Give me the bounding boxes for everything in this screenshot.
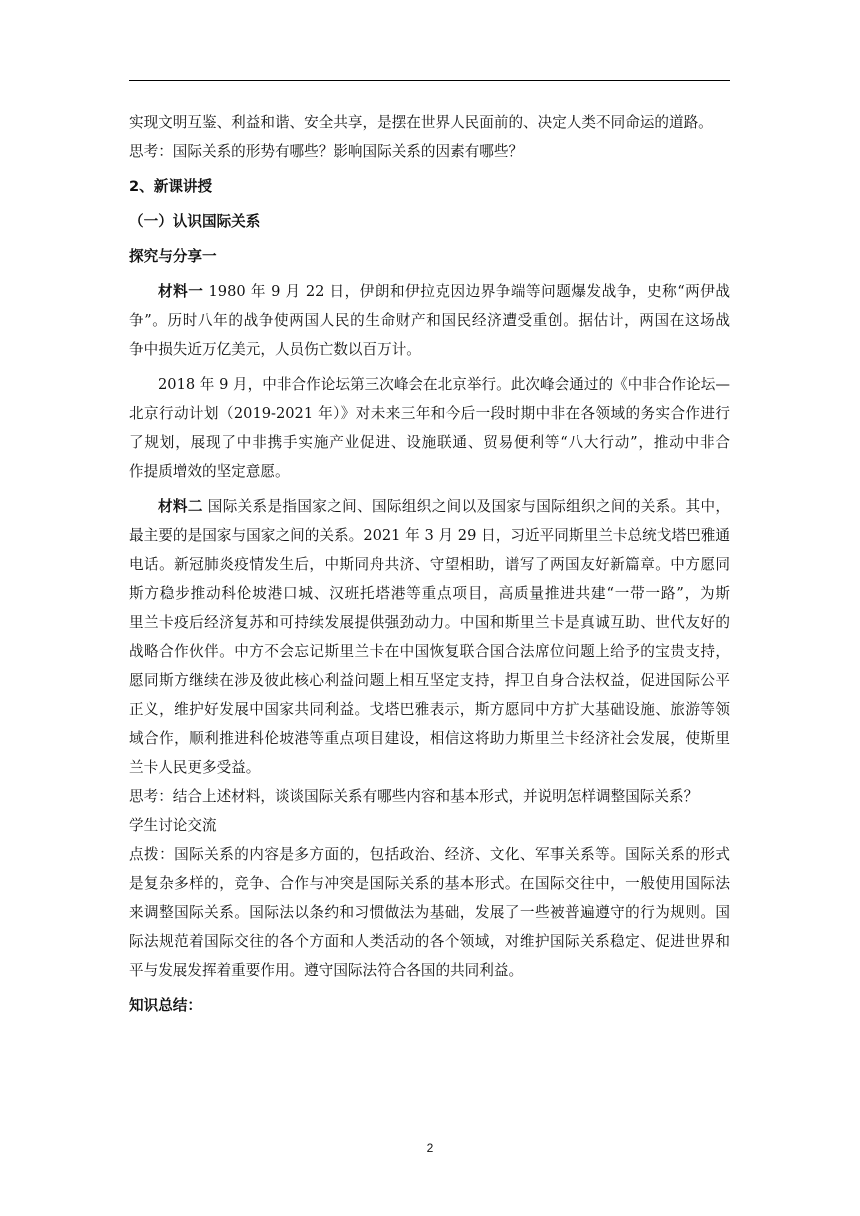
section-heading: 2、新课讲授: [129, 178, 213, 195]
intro-line: 实现文明互鉴、利益和谐、安全共享，是摆在世界人民面前的、决定人类不同命运的道路。: [129, 114, 713, 131]
guidance-paragraph: [129, 840, 730, 985]
material-two-text-line: 电话。新冠肺炎疫情发生后，中斯同舟共济、守望相助，谱写了两国友好新篇章。中方愿同: [129, 556, 730, 573]
material-two-text-line: 斯方稳步推动科伦坡港口城、汉班托塔港等重点项目，高质量推进共建“一带一路”，为斯: [129, 585, 730, 602]
document-body: [129, 108, 730, 1020]
material-one-text-line: 1980 年 9 月 22 日，伊朗和伊拉克因边界争端等问题爆发战争，史称“两伊战: [203, 283, 730, 300]
summary-heading: 知识总结：: [129, 997, 202, 1014]
material-two-text-line: 愿同斯方继续在涉及彼此核心利益问题上相互坚定支持，捍卫自身合法权益，促进国际公平: [129, 672, 730, 689]
guidance-text-line: 是复杂多样的，竞争、合作与冲突是国际关系的基本形式。在国际交往中，一般使用国际法: [129, 875, 730, 892]
material-two-text-line: 正义，维护好发展中国家共同利益。戈塔巴雅表示，斯方愿同中方扩大基础设施、旅游等领: [129, 701, 730, 718]
header-rule: [129, 80, 730, 81]
material-one-paragraph: [129, 277, 730, 364]
material-two-label: 材料二: [158, 498, 203, 515]
explore-heading: 探究与分享一: [129, 248, 217, 265]
forum-text-line: 2018 年 9 月，中非合作论坛第三次峰会在北京举行。此次峰会通过的《中非合作论坛—: [158, 376, 730, 393]
material-one-label: 材料一: [158, 283, 204, 300]
guidance-text-line: 际法规范着国际交往的各个方面和人类活动的各个领域，对维护国际关系稳定、促进世界和: [129, 933, 730, 950]
intro-question: 思考：国际关系的形势有哪些？影响国际关系的因素有哪些？: [129, 143, 524, 160]
material-two-text-line: 兰卡人民更多受益。: [129, 759, 261, 776]
material-one-text-line: 争”。历时八年的战争使两国人民的生命财产和国民经济遭受重创。据估计，两国在这场战: [129, 312, 730, 329]
material-two-text-line: 里兰卡疫后经济复苏和可持续发展提供强劲动力。中国和斯里兰卡是真诚互助、世代友好的: [129, 614, 730, 631]
student-discussion: 学生讨论交流: [129, 817, 217, 834]
forum-text-line: 作提质增效的坚定意愿。: [129, 463, 290, 480]
forum-text-line: 了规划，展现了中非携手实施产业促进、设施联通、贸易便利等“八大行动”，推动中非合: [129, 434, 730, 451]
page-number: 2: [426, 1141, 434, 1155]
material-two-paragraph: [129, 492, 730, 782]
forum-paragraph: [129, 370, 730, 486]
discussion-question: 思考：结合上述材料，谈谈国际关系有哪些内容和基本形式，并说明怎样调整国际关系？: [129, 788, 699, 805]
guidance-text-line: 点拨：国际关系的内容是多方面的，包括政治、经济、文化、军事关系等。国际关系的形式: [129, 846, 730, 863]
subsection-heading: （一）认识国际关系: [129, 213, 261, 230]
material-one-text-line: 争中损失近万亿美元，人员伤亡数以百万计。: [129, 341, 421, 358]
forum-text-line: 北京行动计划（2019-2021 年）》对未来三年和今后一段时期中非在各领域的务实合作进行: [129, 405, 730, 422]
material-two-text-line: 最主要的是国家与国家之间的关系。2021 年 3 月 29 日，习近平同斯里兰卡总统戈塔巴雅通: [129, 527, 730, 544]
material-two-text-line: 国际关系是指国家之间、国际组织之间以及国家与国际组织之间的关系。其中，: [202, 498, 730, 515]
material-two-text-line: 域合作，顺利推进科伦坡港等重点项目建设，相信这将助力斯里兰卡经济社会发展，使斯里: [129, 730, 730, 747]
material-two-text-line: 战略合作伙伴。中方不会忘记斯里兰卡在中国恢复联合国合法席位问题上给予的宝贵支持，: [129, 643, 730, 660]
guidance-text-line: 来调整国际关系。国际法以条约和习惯做法为基础，发展了一些被普遍遵守的行为规则。国: [129, 904, 730, 921]
guidance-text-line: 平与发展发挥着重要作用。遵守国际法符合各国的共同利益。: [129, 962, 524, 979]
